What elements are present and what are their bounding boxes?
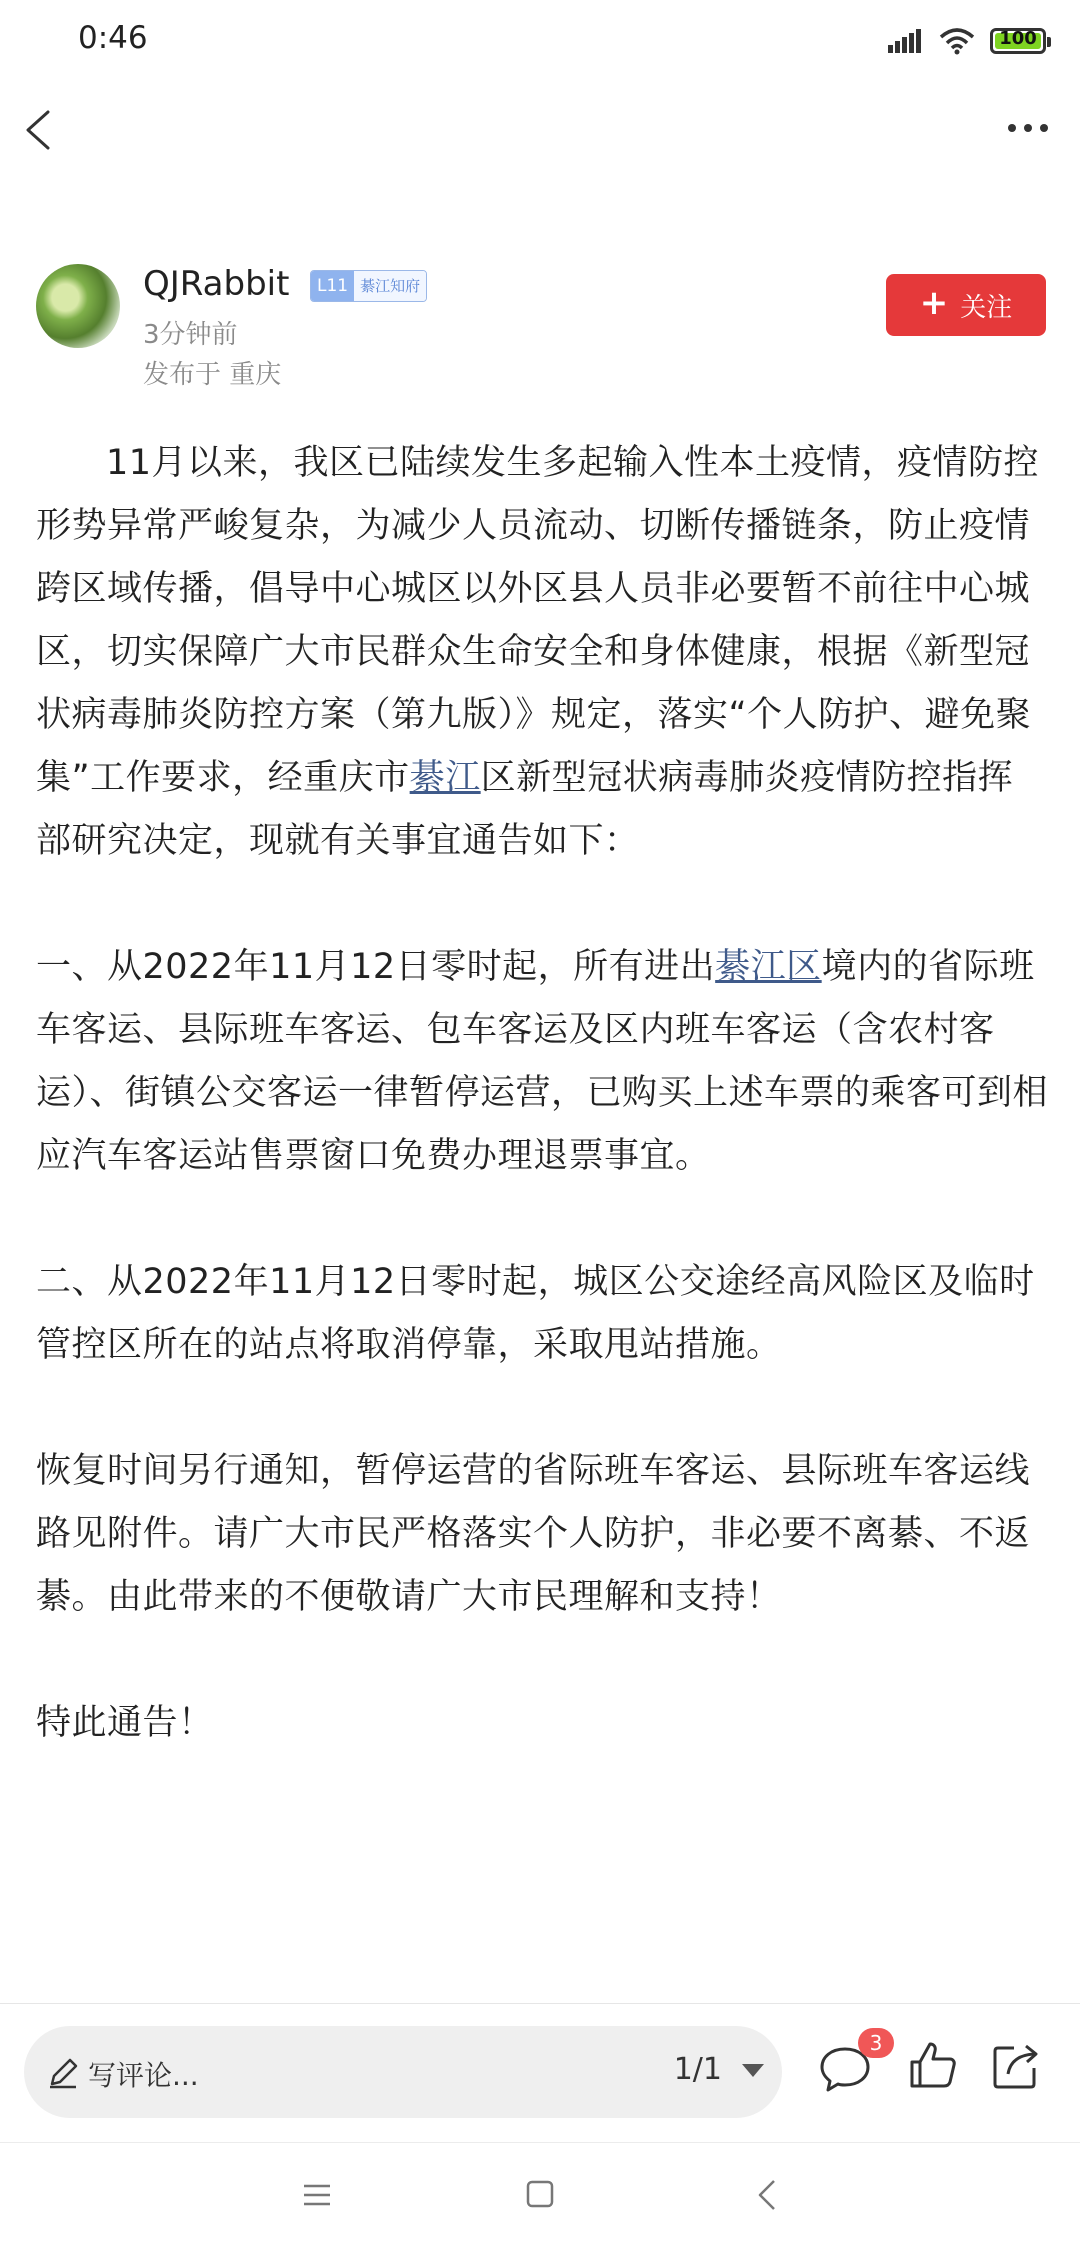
paragraph-gap [36, 1188, 1048, 1251]
location-link[interactable]: 綦江 [409, 758, 481, 798]
top-nav [0, 90, 1080, 170]
back-icon[interactable] [756, 2179, 778, 2211]
battery-icon [990, 28, 1046, 54]
system-nav-bar [0, 2143, 1080, 2248]
paragraph-gap [36, 1629, 1048, 1692]
more-horizontal-icon[interactable] [1004, 114, 1052, 142]
author-header [36, 264, 1046, 394]
paragraph-5: 特此通告！ [36, 1703, 214, 1743]
level-title: 綦江知府 [354, 271, 426, 301]
paragraph-2-text-b: 境内的省际班车客运、县际班车客运、包车客运及区内班车客运（含农村客运）、街镇公交客运一律暂停运营，已购买上述车票的乘客可到相应汽车客运站售票窗口免费办理退票事宜。 [36, 947, 1049, 1176]
like-icon[interactable] [906, 2038, 960, 2092]
follow-label: 关注 [960, 292, 1013, 323]
plus-icon: + [919, 283, 949, 323]
chevron-left-icon[interactable] [18, 108, 62, 152]
paragraph-1 [36, 432, 1048, 873]
post-location: 发布于 重庆 [143, 360, 282, 390]
paragraph-1-text-b: 区新型冠状病毒肺炎疫情防控指挥部研究决定，现就有关事宜通告如下： [36, 758, 1014, 861]
divider [0, 2003, 1080, 2004]
wifi-icon [938, 27, 976, 55]
status-time: 0:46 [78, 20, 148, 56]
paragraph-1-text-a: 11月以来，我区已陆续发生多起输入性本土疫情，疫情防控形势异常严峻复杂，为减少人员流动、切断传播链条，防止疫情跨区域传播，倡导中心城区以外区县人员非必要暂不前往中心城区，切实保障广大市民群众生命安全和身体健康，根据《新型冠状病毒肺炎防控方案（第九版）》规定，落实“个人防护、避免聚集”工作要求，经重庆市 [36, 443, 1040, 798]
pen-icon [46, 2056, 80, 2090]
comment-count-badge: 3 [858, 2028, 894, 2058]
signal-icon [888, 29, 924, 53]
level-badge [310, 270, 427, 302]
comment-placeholder: 写评论... [88, 2059, 199, 2092]
paragraph-gap [36, 1377, 1048, 1440]
paragraph-gap [36, 873, 1048, 936]
location-link[interactable]: 綦江区 [715, 947, 822, 987]
page-indicator[interactable]: 1/1 [673, 2052, 722, 2087]
follow-button[interactable] [886, 274, 1046, 336]
paragraph-2 [36, 936, 1048, 1188]
post-body [36, 432, 1048, 1755]
home-icon[interactable] [526, 2180, 554, 2208]
status-bar [0, 0, 1080, 80]
menu-icon[interactable] [302, 2183, 332, 2207]
share-icon[interactable] [990, 2040, 1042, 2092]
post-time: 3分钟前 [143, 320, 238, 350]
status-icons [888, 22, 1046, 60]
avatar[interactable] [36, 264, 120, 348]
paragraph-4: 恢复时间另行通知，暂停运营的省际班车客运、县际班车客运线路见附件。请广大市民严格落实个人防护，非必要不离綦、不返綦。由此带来的不便敬请广大市民理解和支持！ [36, 1451, 1031, 1617]
paragraph-3: 二、从2022年11月12日零时起，城区公交途经高风险区及临时管控区所在的站点将取消停靠，采取甩站措施。 [36, 1262, 1035, 1365]
comment-input[interactable] [24, 2026, 782, 2118]
dropdown-arrow-icon[interactable] [742, 2064, 764, 2077]
battery-text: 100 [999, 28, 1037, 49]
paragraph-2-text-a: 一、从2022年11月12日零时起，所有进出 [36, 947, 716, 987]
author-name[interactable]: QJRabbit [143, 264, 290, 304]
level-label: L11 [311, 271, 354, 301]
